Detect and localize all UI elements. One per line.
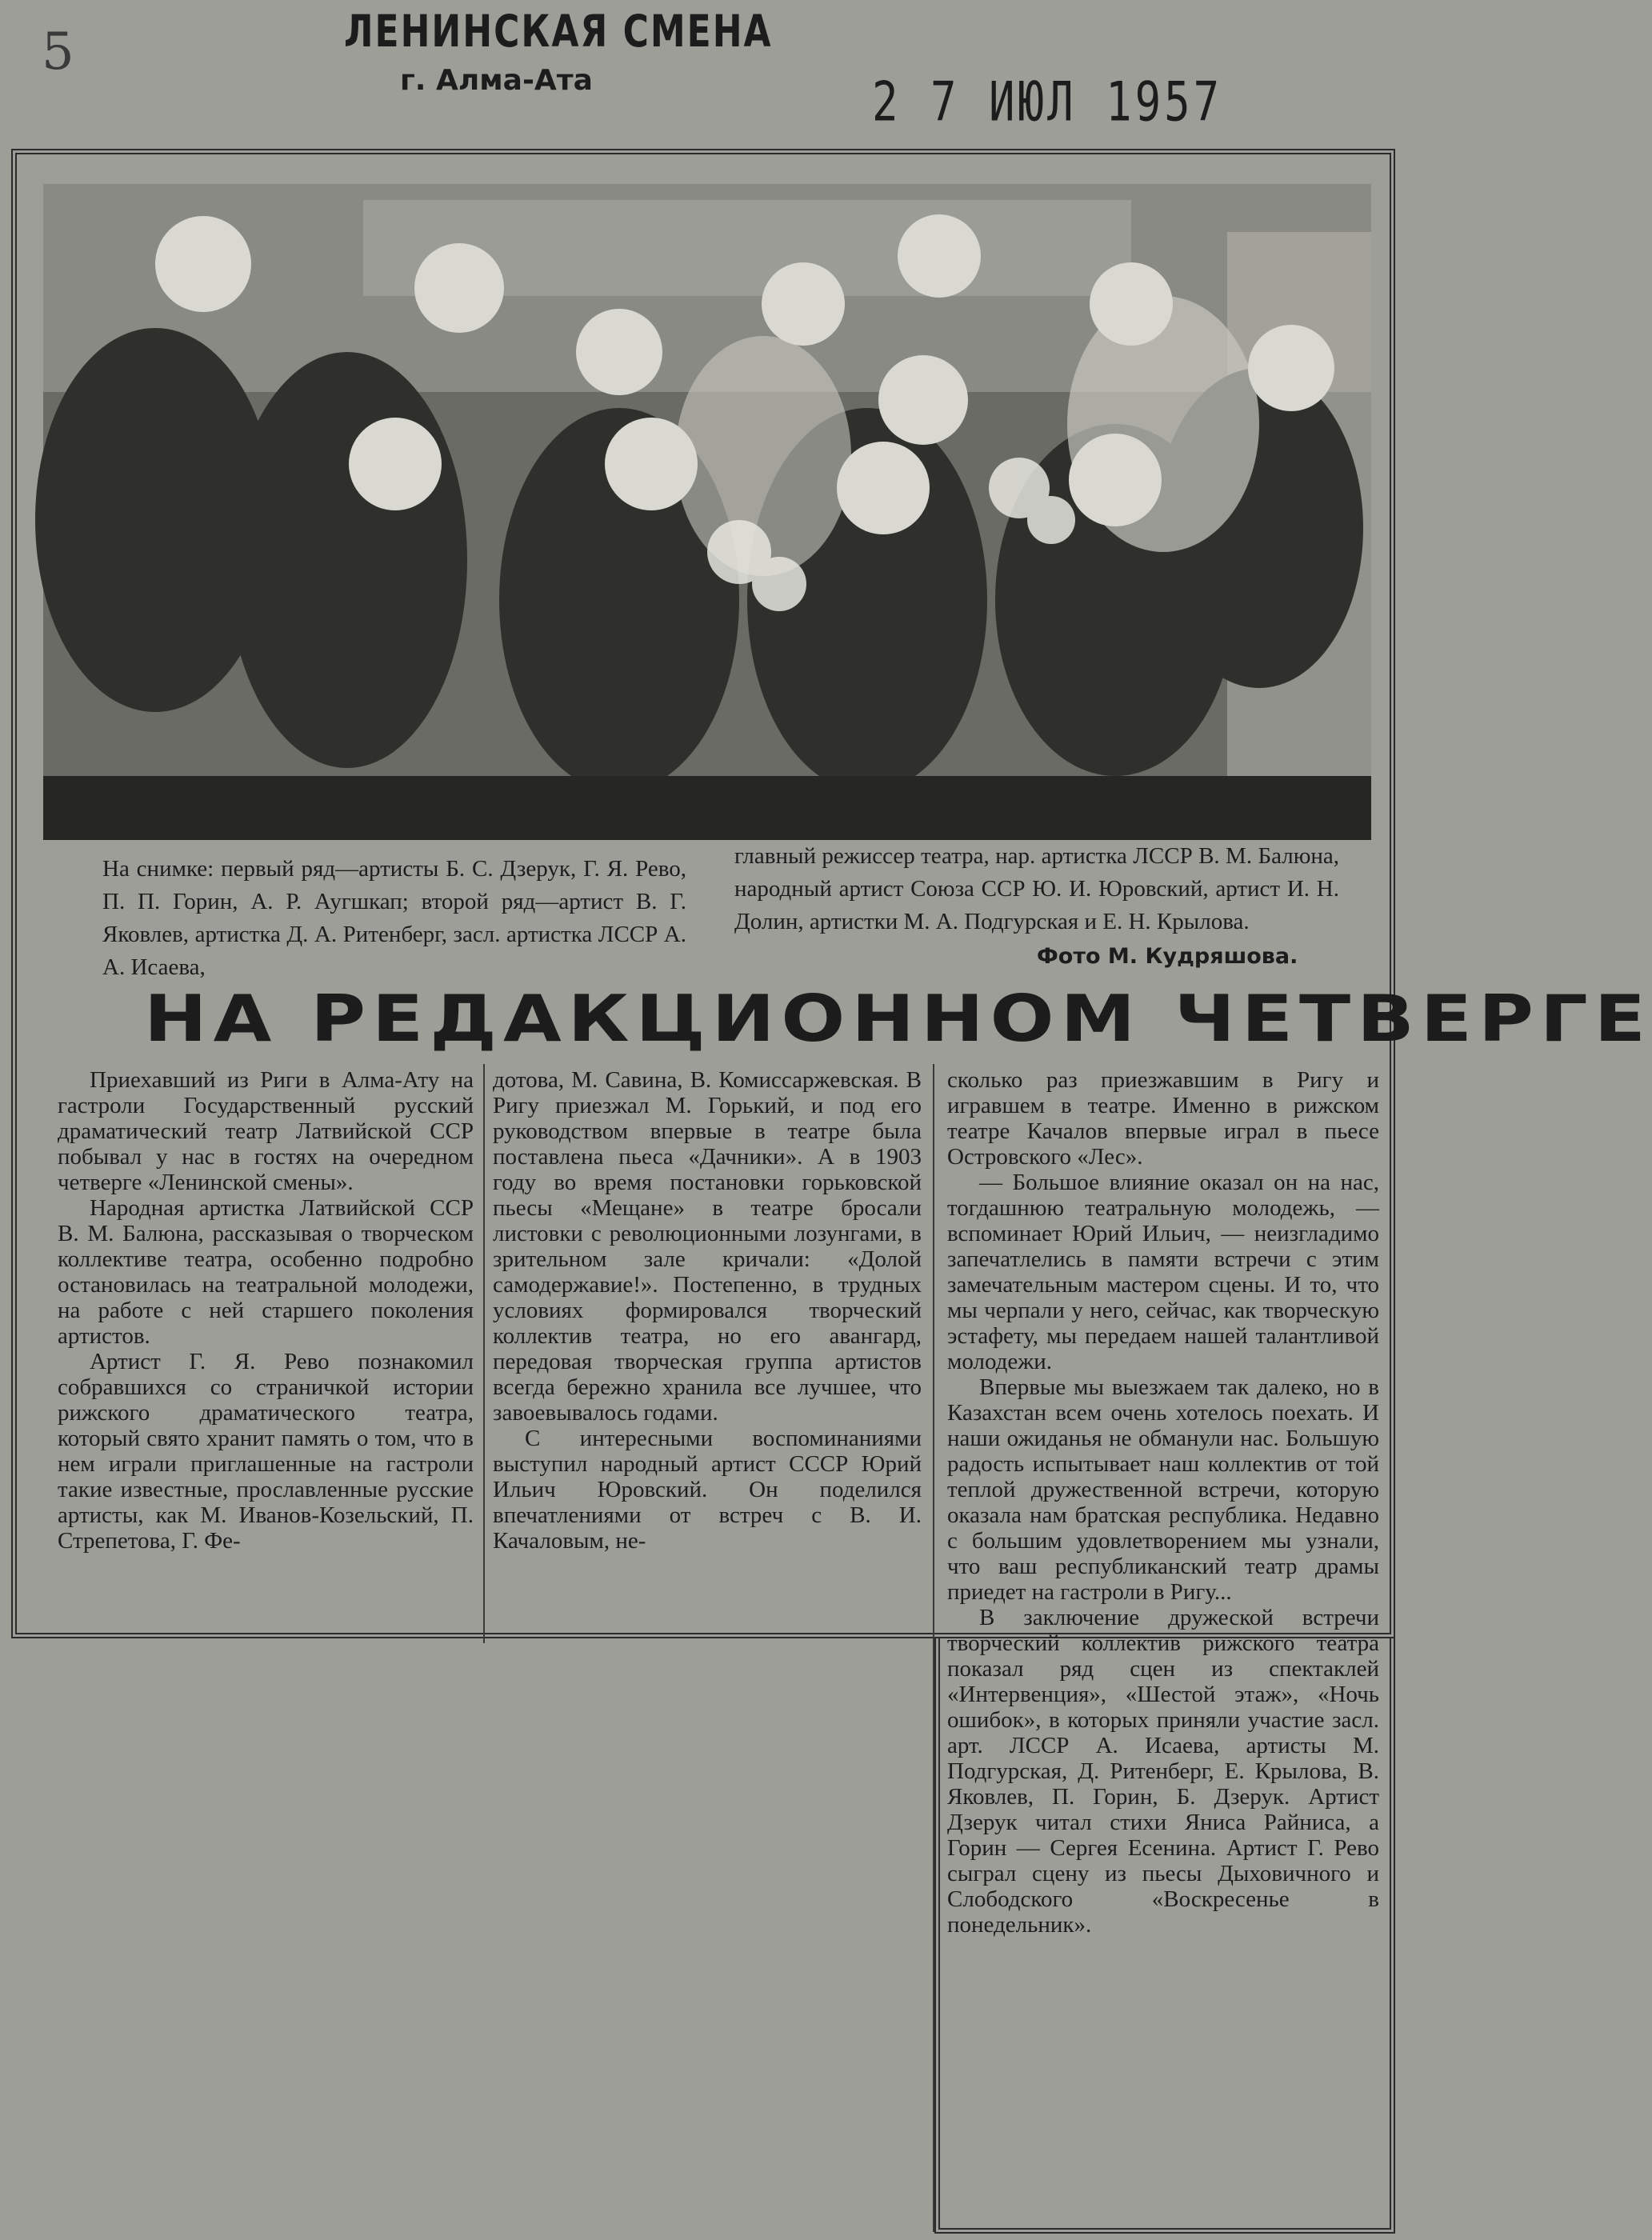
handwritten-number: 5 [42,22,74,82]
group-photo [43,184,1371,840]
date-stamp: 2 7 ИЮЛ 1957 [872,70,1223,134]
article-column-2 [493,1067,922,1554]
paragraph: Приехавший из Риги в Алма-Ату на гастроли Государственный русский драматический театр Латвийской ССР побывал у нас в гостях на очередном четверге «Ленинской смены». [58,1067,474,1195]
paragraph: сколько раз приезжавшим в Ригу и игравшем в театре. Именно в рижском театре Качалов впервые играл в пьесе Островского «Лес». [947,1067,1379,1170]
newspaper-name-stamp: ЛЕНИНСКАЯ СМЕНА [344,6,773,58]
article-column-1 [58,1067,474,1554]
column-rule [483,1064,485,1643]
paragraph: Артист Г. Я. Рево познакомил собравшихся со страничкой истории рижского драматического театра, который свято хранит память о том, что в нем играли приглашенные на гастроли такие известные, прославленные русские артисты, как М. Иванов-Козельский, П. Стрепетова, Г. Фе- [58,1349,474,1554]
article-headline: НА РЕДАКЦИОННОМ ЧЕТВЕРГЕ [144,982,1652,1057]
paragraph: дотова, М. Савина, В. Комиссаржевская. В Ригу приезжал М. Горький, и под его руководством впервые в театре была поставлена пьеса «Дачники». А в 1903 году во время постановки горьковской пьесы «Мещане» в театре бросали листовки с революционными лозунгами, в зрительном зале кричали: «Долой самодержавие!». Постепенно, в трудных условиях формировался творческий коллектив театра, но его авангард, передовая творческая группа артистов всегда бережно хранила все лучшее, что завоевывалось годами. [493,1067,922,1426]
group-photo-icon [43,184,1371,840]
paragraph: С интересными воспоминаниями выступил народный артист СССР Юрий Ильич Юровский. Он поделился впечатлениями от встреч с В. И. Качаловым, не- [493,1426,922,1554]
paragraph: В заключение дружеской встречи творческий коллектив рижского театра показал ряд сцен из спектаклей «Интервенция», «Шестой этаж», «Ночь ошибок», в которых приняли участие засл. арт. ЛССР А. Исаева, артисты М. Подгурская, Д. Ритенберг, Е. Крылова, В. Яковлев, П. Горин, Б. Дзерук. Артист Дзерук читал стихи Яниса Райниса, а Горин — Сергея Есенина. Артист Г. Рево сыграл сцену из пьесы Дыховичного и Слободского «Воскресенье в понедельник». [947,1605,1379,1938]
city-stamp: г. Алма-Ата [400,64,593,97]
paragraph: Народная артистка Латвийской ССР В. М. Балюна, рассказывая о творческом коллективе театра, особенно подробно остановилась на театральной молодежи, на работе с ней старшего поколения артистов. [58,1195,474,1349]
paragraph: Впервые мы выезжаем так далеко, но в Казахстан всем очень хотелось поехать. И наши ожиданья не обманули нас. Большую радость испытывает наш коллектив от той теплой дружественной встречи, которую оказала нам братская республика. Недавно с большим удовлетворением мы узнали, что ваш республиканский театр драмы приедет на гастроли в Ригу... [947,1374,1379,1605]
paragraph: — Большое влияние оказал он на нас, тогдашнюю театральную молодежь, — вспоминает Юрий Ильич, — неизгладимо запечатлелись в памяти встречи с этим замечательным мастером сцены. И то, что мы черпали у него, сейчас, как творческую эстафету, мы передаем нашей талантливой молодежи. [947,1170,1379,1374]
photo-caption-left: На снимке: первый ряд—артисты Б. С. Дзерук, Г. Я. Рево, П. П. Горин, А. Р. Аугшкап; второй ряд—артист В. Г. Яковлев, артистка Д. А. Ритенберг, засл. артистка ЛССР А. А. Исаева, [102,856,686,980]
column-rule [933,1064,934,2232]
article-column-3 [947,1067,1379,1938]
photo-credit: Фото М. Кудряшова. [1037,944,1298,969]
photo-caption-right: главный режиссер театра, нар. артистка ЛССР В. М. Балюна, народный артист Союза ССР Ю. И. Юровский, артист И. Н. Долин, артистки М. А. Подгурская и Е. Н. Крылова. [734,843,1339,934]
